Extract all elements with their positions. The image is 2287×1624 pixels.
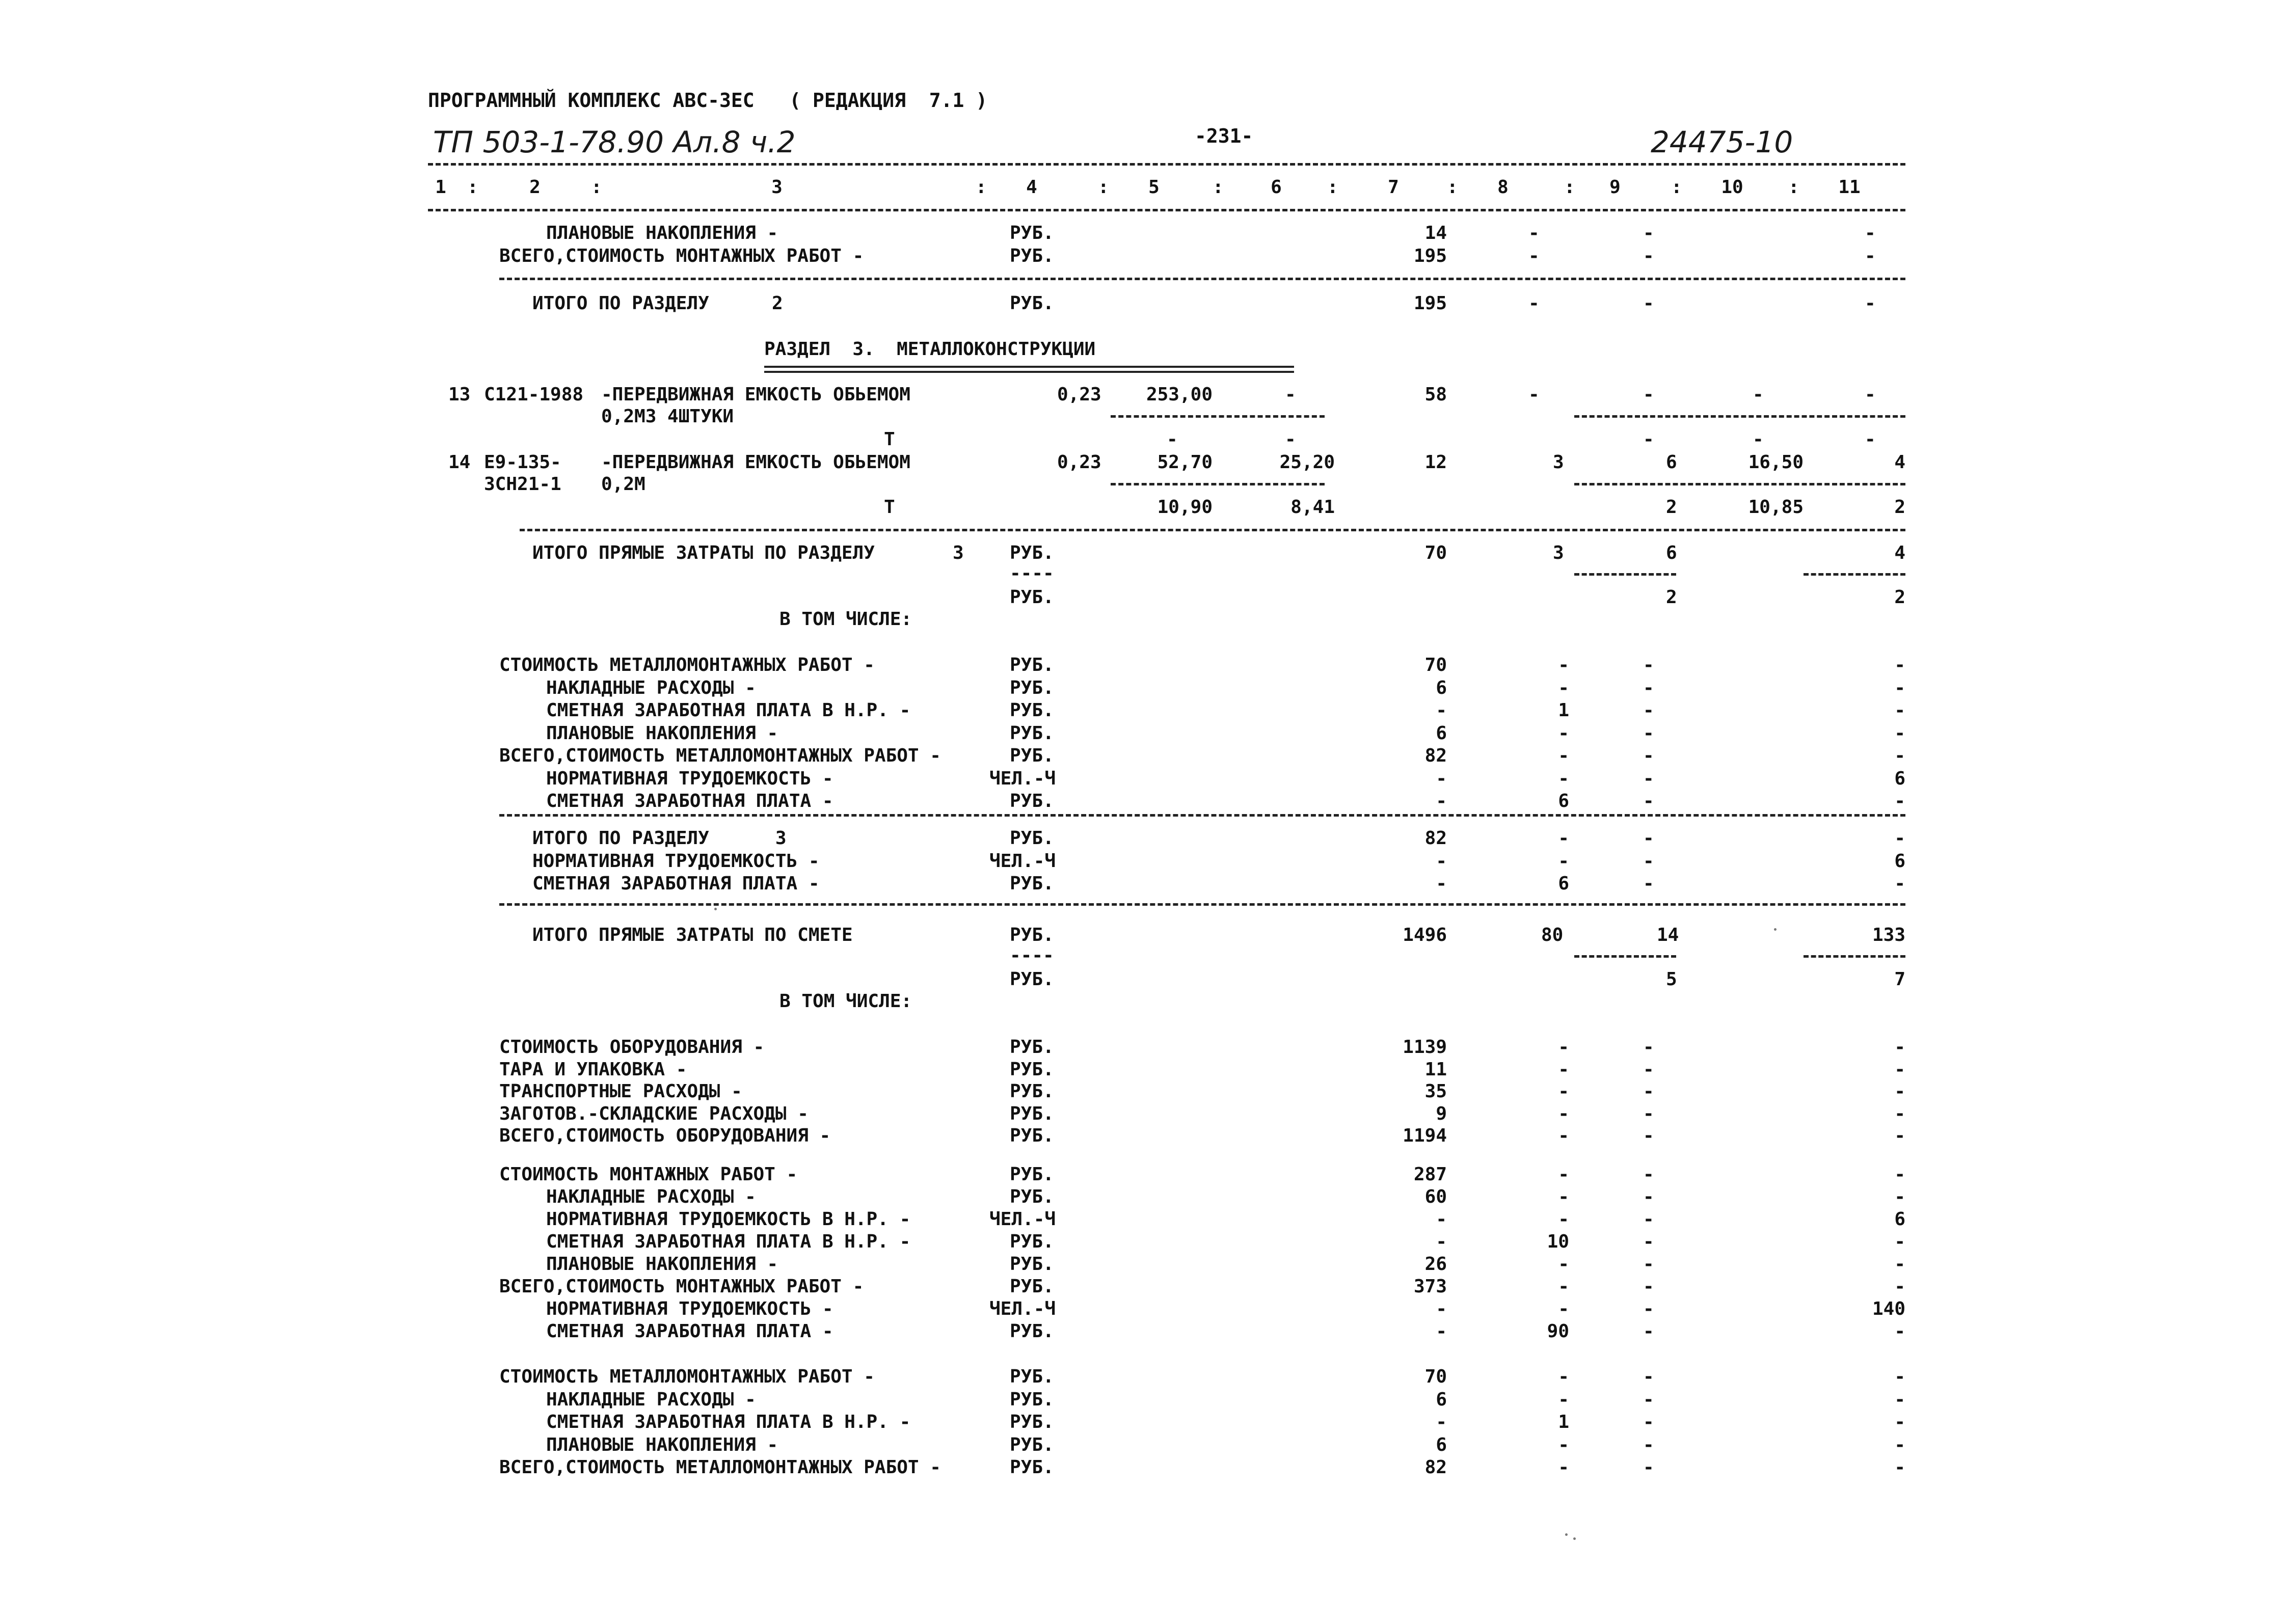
cell-col8: - (1528, 246, 1540, 266)
rule (499, 278, 1905, 280)
cell-col9: - (1643, 1037, 1654, 1058)
cell-col8: - (1558, 768, 1569, 789)
cell-col8: - (1528, 223, 1540, 243)
row-unit: РУБ. (1010, 1037, 1054, 1058)
row-label: ПЛАНОВЫЕ НАКОПЛЕНИЯ - (546, 223, 778, 243)
row-label: СМЕТНАЯ ЗАРАБОТНАЯ ПЛАТА - (532, 873, 820, 894)
cell-col9: - (1643, 1186, 1654, 1207)
cell-col7: - (1436, 1298, 1447, 1319)
cell-col10: 10,85 (1748, 497, 1804, 518)
row-unit: РУБ. (1010, 722, 1054, 744)
cell-col11: - (1865, 223, 1876, 243)
row-label: СТОИМОСТЬ МЕТАЛЛОМОНТАЖНЫХ РАБОТ - (499, 1366, 875, 1387)
scan-speck (1573, 1537, 1576, 1540)
row-unit: РУБ. (1010, 700, 1054, 721)
cell-col8: - (1558, 1059, 1569, 1080)
row-unit: ЧЕЛ.-Ч (989, 1209, 1056, 1230)
cell-col8: - (1558, 1037, 1569, 1058)
row-label: НОРМАТИВНАЯ ТРУДОЕМКОСТЬ В Н.Р. - (546, 1209, 911, 1230)
cell-col6: - (1285, 384, 1296, 405)
rule (1574, 955, 1676, 958)
row-label: НАКЛАДНЫЕ РАСХОДЫ - (546, 1186, 756, 1207)
cell-col8: 3 (1553, 543, 1564, 563)
cell-col5: 52,70 (1157, 452, 1213, 473)
cell-col11: - (1894, 1125, 1905, 1146)
row-unit: РУБ. (1010, 1059, 1054, 1080)
cell-col9: - (1643, 791, 1654, 811)
cell-col9: - (1643, 1164, 1654, 1185)
row-label: ТАРА И УПАКОВКА - (499, 1059, 687, 1080)
document-reference: ТП 503-1-78.90 Ал.8 ч.2 (433, 125, 796, 159)
cell-col6: 8,41 (1290, 497, 1335, 518)
cell-col7: 9 (1436, 1103, 1447, 1124)
section-number: 3 (953, 543, 964, 563)
cell-col8: - (1528, 293, 1540, 314)
row-unit: Т (884, 497, 895, 518)
cell-col9: - (1643, 700, 1654, 721)
row-label: ВСЕГО,СТОИМОСТЬ МЕТАЛЛОМОНТАЖНЫХ РАБОТ - (499, 745, 941, 766)
row-unit: РУБ. (1010, 791, 1054, 811)
cell-col11: 133 (1872, 925, 1905, 945)
cell-col9: - (1643, 1209, 1654, 1230)
cell-col7: 35 (1424, 1081, 1447, 1102)
column-header: 2 (529, 177, 541, 198)
row-unit: ЧЕЛ.-Ч (989, 768, 1056, 789)
item-name: -ПЕРЕДВИЖНАЯ ЕМКОСТЬ ОБЬЕМОМ (601, 452, 910, 473)
cell-col8: - (1558, 1389, 1569, 1410)
cell-col9: - (1643, 1254, 1654, 1275)
cell-col11: - (1894, 791, 1905, 811)
cell-col8: 3 (1553, 452, 1564, 473)
cell-col7: 70 (1424, 655, 1447, 675)
row-label: ТРАНСПОРТНЫЕ РАСХОДЫ - (499, 1081, 742, 1102)
cell-col7: 195 (1413, 293, 1447, 314)
cell-col7: - (1436, 1209, 1447, 1230)
row-unit: РУБ. (1010, 1125, 1054, 1146)
column-separator: : (1564, 177, 1575, 198)
direct-costs-label: ИТОГО ПРЯМЫЕ ЗАТРАТЫ ПО РАЗДЕЛУ (532, 543, 875, 563)
row-unit: РУБ. (1010, 745, 1054, 766)
cell-col8: 6 (1558, 873, 1569, 894)
cell-col9: - (1643, 768, 1654, 789)
rule-header-bottom (428, 209, 1905, 211)
row-label: НАКЛАДНЫЕ РАСХОДЫ - (546, 677, 756, 698)
cell-col11: 2 (1894, 497, 1905, 518)
row-unit: РУБ. (1010, 1457, 1054, 1478)
program-title: ПРОГРАММНЫЙ КОМПЛЕКС АВС-3ЕС ( РЕДАКЦИЯ 7.1 ) (428, 89, 988, 112)
cell-col8: - (1558, 1186, 1569, 1207)
scan-speck (714, 908, 717, 910)
column-separator: : (1098, 177, 1109, 198)
row-label: НОРМАТИВНАЯ ТРУДОЕМКОСТЬ - (546, 768, 833, 789)
cell-col7: 287 (1413, 1164, 1447, 1185)
cell-col11: 2 (1894, 587, 1905, 608)
cell-col9: - (1643, 1457, 1654, 1478)
cell-col7: 6 (1436, 1389, 1447, 1410)
cell-col7: 12 (1424, 452, 1447, 473)
cell-col9: - (1643, 873, 1654, 894)
row-label: ИТОГО ПО РАЗДЕЛУ 3 (532, 828, 787, 849)
row-unit: РУБ. (1010, 1186, 1054, 1207)
cell-col11: 6 (1894, 850, 1905, 872)
cell-col8: - (1558, 1276, 1569, 1297)
cell-col9: - (1643, 722, 1654, 744)
price-code: Е9-135- (484, 452, 561, 473)
cell-col11: - (1894, 1037, 1905, 1058)
cell-col8: 80 (1541, 925, 1564, 945)
scan-speck (1565, 1533, 1568, 1536)
cell-col8: 1 (1558, 1412, 1569, 1432)
cell-col9: - (1643, 1081, 1654, 1102)
column-separator: : (1671, 177, 1682, 198)
row-label: СТОИМОСТЬ ОБОРУДОВАНИЯ - (499, 1037, 765, 1058)
cell-col11: - (1894, 1412, 1905, 1432)
cell-col9: 6 (1666, 452, 1677, 473)
unit-dashes: ---- (1010, 945, 1054, 966)
cell-col6: - (1285, 429, 1296, 450)
cell-col11: - (1894, 1103, 1905, 1124)
section-underline (764, 366, 1294, 373)
row-unit: РУБ. (1010, 969, 1054, 990)
cell-col11: - (1894, 1434, 1905, 1455)
cell-col8: - (1558, 1103, 1569, 1124)
cell-col7: - (1436, 1412, 1447, 1432)
row-unit: РУБ. (1010, 1321, 1054, 1342)
cell-col11: - (1865, 429, 1876, 450)
row-unit: РУБ. (1010, 828, 1054, 849)
including-label: В ТОМ ЧИСЛЕ: (779, 991, 912, 1012)
row-label: ЗАГОТОВ.-СКЛАДСКИЕ РАСХОДЫ - (499, 1103, 809, 1124)
row-label: ПЛАНОВЫЕ НАКОПЛЕНИЯ - (546, 1434, 778, 1455)
cell-col11: - (1894, 745, 1905, 766)
row-unit: РУБ. (1010, 655, 1054, 675)
row-unit: РУБ. (1010, 1412, 1054, 1432)
cell-col8: 10 (1547, 1231, 1569, 1252)
cell-col8: - (1558, 677, 1569, 698)
rule (1804, 955, 1905, 958)
cell-col11: - (1894, 677, 1905, 698)
cell-col7: - (1436, 791, 1447, 811)
cell-col11: - (1894, 1231, 1905, 1252)
cell-col7: 70 (1424, 1366, 1447, 1387)
cell-col11: - (1894, 1457, 1905, 1478)
cell-col9: - (1643, 1321, 1654, 1342)
cell-col9: 14 (1657, 925, 1679, 945)
row-unit: РУБ. (1010, 1081, 1054, 1102)
cell-col11: 4 (1894, 543, 1905, 563)
cell-col9: - (1643, 828, 1654, 849)
row-unit: РУБ. (1010, 543, 1054, 563)
row-unit: РУБ. (1010, 246, 1054, 266)
row-label: ВСЕГО,СТОИМОСТЬ МЕТАЛЛОМОНТАЖНЫХ РАБОТ - (499, 1457, 941, 1478)
cell-col8: - (1558, 1457, 1569, 1478)
row-unit: РУБ. (1010, 1254, 1054, 1275)
cell-col8: - (1558, 1081, 1569, 1102)
cell-col11: - (1894, 1366, 1905, 1387)
item-name: -ПЕРЕДВИЖНАЯ ЕМКОСТЬ ОБЬЕМОМ (601, 384, 910, 405)
row-unit: РУБ. (1010, 1164, 1054, 1185)
cell-col11: - (1894, 1276, 1905, 1297)
cell-col7: 6 (1436, 677, 1447, 698)
cell-col11: - (1894, 1059, 1905, 1080)
row-label: НОРМАТИВНАЯ ТРУДОЕМКОСТЬ - (546, 1298, 833, 1319)
column-header: 11 (1838, 177, 1861, 198)
cell-col8: - (1558, 1125, 1569, 1146)
cell-col11: - (1894, 1164, 1905, 1185)
cell-col11: - (1865, 246, 1876, 266)
cell-col7: - (1436, 1231, 1447, 1252)
column-separator: : (976, 177, 987, 198)
cell-col9: - (1643, 1059, 1654, 1080)
cell-col8: - (1558, 1434, 1569, 1455)
item-name: 0,2М3 4ШТУКИ (601, 406, 734, 427)
column-header: 6 (1271, 177, 1282, 198)
rule (499, 903, 1905, 906)
row-unit: ЧЕЛ.-Ч (989, 850, 1056, 872)
row-label: НОРМАТИВНАЯ ТРУДОЕМКОСТЬ - (532, 850, 820, 872)
column-header: 10 (1721, 177, 1743, 198)
cell-col9: - (1643, 655, 1654, 675)
section-title: РАЗДЕЛ 3. МЕТАЛЛОКОНСТРУКЦИИ (764, 339, 1096, 360)
cell-col7: 1194 (1403, 1125, 1447, 1146)
price-code: ЗСН21-1 (484, 474, 561, 495)
direct-costs-total-label: ИТОГО ПРЯМЫЕ ЗАТРАТЫ ПО СМЕТЕ (532, 925, 853, 945)
cell-col9: - (1643, 384, 1654, 405)
document-code: 24475-10 (1651, 125, 1793, 159)
cell-col9: 2 (1666, 587, 1677, 608)
cell-col9: - (1643, 677, 1654, 698)
cell-col11: - (1894, 722, 1905, 744)
row-label: СТОИМОСТЬ МОНТАЖНЫХ РАБОТ - (499, 1164, 798, 1185)
cell-col4: 0,23 (1057, 452, 1101, 473)
cell-col11: 6 (1894, 768, 1905, 789)
cell-col11: 140 (1872, 1298, 1905, 1319)
column-header: 4 (1026, 177, 1037, 198)
cell-col10: 16,50 (1748, 452, 1804, 473)
cell-col6: 25,20 (1279, 452, 1335, 473)
cell-col9: - (1643, 429, 1654, 450)
row-unit: РУБ. (1010, 1276, 1054, 1297)
cell-col10: - (1753, 384, 1764, 405)
column-separator: : (591, 177, 602, 198)
cell-col11: 6 (1894, 1209, 1905, 1230)
cell-col9: - (1643, 745, 1654, 766)
row-label: ПЛАНОВЫЕ НАКОПЛЕНИЯ - (546, 1254, 778, 1275)
cell-col7: 82 (1424, 828, 1447, 849)
row-label: ПЛАНОВЫЕ НАКОПЛЕНИЯ - (546, 722, 778, 744)
column-header: 3 (771, 177, 783, 198)
row-unit: Т (884, 429, 895, 450)
cell-col8: 90 (1547, 1321, 1569, 1342)
rule (1804, 573, 1905, 576)
cell-col9: - (1643, 1434, 1654, 1455)
rule (1574, 573, 1676, 576)
row-label: НАКЛАДНЫЕ РАСХОДЫ - (546, 1389, 756, 1410)
cell-col11: - (1894, 1321, 1905, 1342)
cell-col8: - (1558, 1366, 1569, 1387)
cell-col11: - (1894, 828, 1905, 849)
section-number: 2 (772, 293, 783, 314)
cell-col9: - (1643, 1389, 1654, 1410)
cell-col7: 82 (1424, 745, 1447, 766)
cell-col7: 6 (1436, 1434, 1447, 1455)
cell-col8: - (1558, 1254, 1569, 1275)
cell-col11: 4 (1894, 452, 1905, 473)
cell-col7: 82 (1424, 1457, 1447, 1478)
cell-col7: 70 (1424, 543, 1447, 563)
cell-col7: - (1436, 700, 1447, 721)
cell-col5: 10,90 (1157, 497, 1213, 518)
item-name: 0,2М (601, 474, 645, 495)
cell-col7: 60 (1424, 1186, 1447, 1207)
rule (1574, 483, 1905, 485)
page-number: -231- (1195, 125, 1253, 147)
column-separator: : (1788, 177, 1799, 198)
cell-col9: - (1643, 1298, 1654, 1319)
row-label: СМЕТНАЯ ЗАРАБОТНАЯ ПЛАТА В Н.Р. - (546, 1412, 911, 1432)
cell-col8: - (1528, 384, 1540, 405)
cell-col5: - (1167, 429, 1178, 450)
column-separator: : (1213, 177, 1224, 198)
row-label: ВСЕГО,СТОИМОСТЬ ОБОРУДОВАНИЯ - (499, 1125, 831, 1146)
cell-col10: - (1753, 429, 1764, 450)
including-label: В ТОМ ЧИСЛЕ: (779, 609, 912, 630)
cell-col7: - (1436, 768, 1447, 789)
cell-col9: 6 (1666, 543, 1677, 563)
row-unit: РУБ. (1010, 223, 1054, 243)
cell-col7: - (1436, 1321, 1447, 1342)
cell-col8: - (1558, 850, 1569, 872)
row-unit: РУБ. (1010, 1434, 1054, 1455)
section-total-label: ИТОГО ПО РАЗДЕЛУ (532, 293, 709, 314)
cell-col4: 0,23 (1057, 384, 1101, 405)
column-header: 8 (1497, 177, 1509, 198)
cell-col7: - (1436, 850, 1447, 872)
row-label: СМЕТНАЯ ЗАРАБОТНАЯ ПЛАТА В Н.Р. - (546, 700, 911, 721)
rule (499, 814, 1905, 817)
cell-col11: - (1865, 384, 1876, 405)
row-number: 14 (448, 452, 471, 473)
row-unit: РУБ. (1010, 293, 1054, 314)
cell-col8: - (1558, 828, 1569, 849)
rule (1111, 483, 1325, 485)
cell-col8: - (1558, 655, 1569, 675)
cell-col9: - (1643, 1366, 1654, 1387)
scan-speck (1774, 928, 1777, 931)
cell-col7: 6 (1436, 722, 1447, 744)
cell-col9: - (1643, 1412, 1654, 1432)
cell-col9: - (1643, 850, 1654, 872)
rule (1574, 415, 1905, 418)
cell-col9: 2 (1666, 497, 1677, 518)
row-label: СМЕТНАЯ ЗАРАБОТНАЯ ПЛАТА - (546, 791, 833, 811)
row-number: 13 (448, 384, 471, 405)
cell-col7: 14 (1424, 223, 1447, 243)
column-header: 7 (1388, 177, 1399, 198)
cell-col8: - (1558, 1209, 1569, 1230)
row-unit: РУБ. (1010, 925, 1054, 945)
cell-col11: - (1894, 1186, 1905, 1207)
row-unit: РУБ. (1010, 1231, 1054, 1252)
cell-col11: - (1894, 1081, 1905, 1102)
cell-col7: 1139 (1403, 1037, 1447, 1058)
cell-col5: 253,00 (1146, 384, 1213, 405)
cell-col11: - (1894, 700, 1905, 721)
row-label: ВСЕГО,СТОИМОСТЬ МОНТАЖНЫХ РАБОТ - (499, 1276, 864, 1297)
cell-col9: - (1643, 1231, 1654, 1252)
column-separator: : (1327, 177, 1338, 198)
cell-col8: - (1558, 1164, 1569, 1185)
unit-dashes: ---- (1010, 563, 1054, 584)
rule-top (428, 163, 1905, 166)
cell-col9: - (1643, 246, 1654, 266)
column-separator: : (467, 177, 478, 198)
row-unit: РУБ. (1010, 1366, 1054, 1387)
cell-col11: - (1894, 873, 1905, 894)
price-code: С121-1988 (484, 384, 584, 405)
row-label: СМЕТНАЯ ЗАРАБОТНАЯ ПЛАТА В Н.Р. - (546, 1231, 911, 1252)
cell-col7: 26 (1424, 1254, 1447, 1275)
column-separator: : (1447, 177, 1458, 198)
column-header: 1 (435, 177, 446, 198)
cell-col7: 373 (1413, 1276, 1447, 1297)
cell-col11: - (1894, 1254, 1905, 1275)
cell-col8: - (1558, 1298, 1569, 1319)
row-label: СМЕТНАЯ ЗАРАБОТНАЯ ПЛАТА - (546, 1321, 833, 1342)
row-unit: РУБ. (1010, 1103, 1054, 1124)
row-unit: РУБ. (1010, 587, 1054, 608)
cell-col9: - (1643, 1125, 1654, 1146)
cell-col8: - (1558, 722, 1569, 744)
row-unit: РУБ. (1010, 873, 1054, 894)
row-unit: ЧЕЛ.-Ч (989, 1298, 1056, 1319)
cell-col11: - (1894, 655, 1905, 675)
cell-col11: 7 (1894, 969, 1905, 990)
column-header: 9 (1609, 177, 1621, 198)
row-unit: РУБ. (1010, 677, 1054, 698)
cell-col8: 1 (1558, 700, 1569, 721)
cell-col7: - (1436, 873, 1447, 894)
row-unit: РУБ. (1010, 1389, 1054, 1410)
row-label: ВСЕГО,СТОИМОСТЬ МОНТАЖНЫХ РАБОТ - (499, 246, 864, 266)
rule (520, 529, 1905, 531)
cell-col9: - (1643, 1276, 1654, 1297)
cell-col7: 1496 (1403, 925, 1447, 945)
cell-col11: - (1894, 1389, 1905, 1410)
cell-col8: - (1558, 745, 1569, 766)
cell-col9: - (1643, 223, 1654, 243)
column-header: 5 (1148, 177, 1160, 198)
row-label: СТОИМОСТЬ МЕТАЛЛОМОНТАЖНЫХ РАБОТ - (499, 655, 875, 675)
cell-col7: 195 (1413, 246, 1447, 266)
cell-col8: 6 (1558, 791, 1569, 811)
cell-col7: 11 (1424, 1059, 1447, 1080)
cell-col7: 58 (1424, 384, 1447, 405)
cell-col9: - (1643, 1103, 1654, 1124)
cell-col9: - (1643, 293, 1654, 314)
cell-col9: 5 (1666, 969, 1677, 990)
cell-col11: - (1865, 293, 1876, 314)
rule (1111, 415, 1325, 418)
